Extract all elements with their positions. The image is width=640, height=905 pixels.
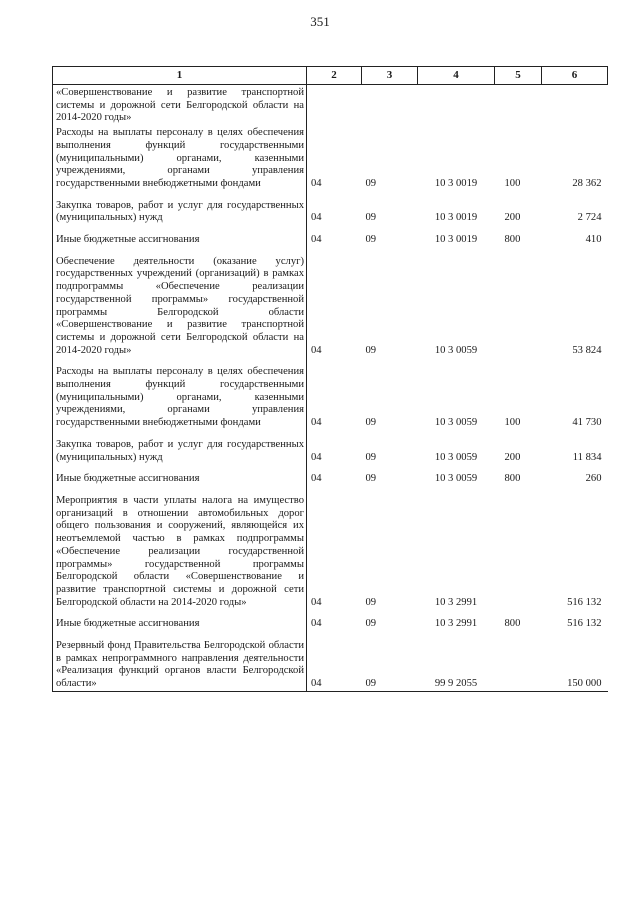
row-name: Расходы на выплаты персоналу в целях обеспечения выполнения функций государственными (муниципальными) органами, казенными учреждениями, органами управления государственными внебюджетными фондами [53,125,307,191]
table-row [53,125,608,191]
row-name: Иные бюджетные ассигнования [53,609,307,631]
row-section: 04 [311,618,322,630]
header-col-2: 2 [307,67,362,85]
table-row [53,191,608,225]
row-target-article: 10 3 0019 [434,177,478,189]
page-number: 351 [310,14,330,29]
row-amount: 53 824 [572,344,602,356]
row-section: 04 [311,473,322,485]
header-row [53,67,608,85]
row-name: Иные бюджетные ассигнования [53,225,307,247]
row-amount: 11 834 [572,451,602,463]
row-expense-type: 800 [504,618,521,630]
table-row [53,430,608,464]
table-row [53,247,608,358]
header-col-6: 6 [542,67,608,85]
row-subsection: 09 [365,234,377,246]
row-expense-type [495,486,542,609]
row-expense-type: 200 [504,451,521,463]
header-col-1: 1 [53,67,307,85]
table-row [53,486,608,609]
row-subsection: 09 [365,212,377,224]
header-col-5: 5 [495,67,542,85]
row-target-article: 10 3 0059 [434,417,478,429]
continuation-text: «Совершенствование и развитие транспортной системы и дорожной сети Белгородской области на 2014-2020 годы» [53,85,307,126]
row-target-article: 10 3 2991 [434,596,478,608]
row-name: Резервный фонд Правительства Белгородской области в рамках непрограммного направления деятельности «Реализация функций органов власти Белгородской области» [53,631,307,691]
row-section: 04 [307,631,362,691]
row-section: 04 [311,344,322,356]
row-section: 04 [311,234,322,246]
row-section: 04 [311,212,322,224]
row-expense-type: 800 [504,473,521,485]
row-name: Обеспечение деятельности (оказание услуг) государственных учреждений (организаций) в рамках подпрограммы «Обеспечение реализации государственной программы» государственной программы Белгородской области «Совершенствование и развитие транспортной системы и дорожной сети Белгородской области на 2014-2020 годы» [53,247,307,358]
row-target-article: 10 3 0059 [434,344,478,356]
table-body [53,85,608,692]
row-expense-type [495,247,542,358]
row-name: Иные бюджетные ассигнования [53,464,307,486]
row-name: Мероприятия в части уплаты налога на имущество организаций в отношении автомобильных дорог общего пользования и сооружений, являющейся их неотъемлемой частью в рамках подпрограммы «Обеспечение реализации государственной программы» государственной программы Белгородской области «Совершенствование и развитие транспортной системы и дорожной сети Белгородской области на 2014-2020 годы» [53,486,307,609]
row-subsection: 09 [365,177,377,189]
row-name: Закупка товаров, работ и услуг для государственных (муниципальных) нужд [53,191,307,225]
row-section: 04 [311,177,322,189]
row-expense-type: 100 [504,417,521,429]
row-expense-type [495,631,542,691]
row-target-article: 10 3 0019 [434,234,478,246]
table-row [53,357,608,430]
row-section: 04 [311,451,322,463]
row-subsection: 09 [365,344,377,356]
row-subsection: 09 [365,417,377,429]
row-subsection: 09 [362,631,418,691]
row-target-article: 10 3 0059 [434,451,478,463]
row-section: 04 [311,417,322,429]
row-subsection: 09 [365,596,377,608]
row-target-article: 10 3 0059 [434,473,478,485]
row-expense-type: 800 [504,234,521,246]
row-name: Закупка товаров, работ и услуг для государственных (муниципальных) нужд [53,430,307,464]
row-amount: 28 362 [572,177,602,189]
table-row [53,464,608,486]
row-target-article: 10 3 2991 [434,618,478,630]
table-row [53,631,608,691]
table-row [53,225,608,247]
row-expense-type: 200 [504,212,521,224]
row-amount: 41 730 [572,417,602,429]
row-name: Расходы на выплаты персоналу в целях обеспечения выполнения функций государственными (муниципальными) органами, казенными учреждениями, органами управления государственными внебюджетными фондами [53,357,307,430]
header-col-3: 3 [362,67,418,85]
row-subsection: 09 [365,473,377,485]
row-amount: 410 [585,234,602,246]
row-amount: 260 [585,473,602,485]
row-subsection: 09 [365,451,377,463]
row-amount: 150 000 [542,631,608,691]
row-expense-type: 100 [504,177,521,189]
budget-table [52,66,608,692]
continuation-row [53,85,608,126]
row-subsection: 09 [365,618,377,630]
row-amount: 516 132 [567,596,602,608]
row-amount: 2 724 [577,212,602,224]
header-col-4: 4 [418,67,495,85]
row-target-article: 99 9 2055 [418,631,495,691]
table-row [53,609,608,631]
row-amount: 516 132 [567,618,602,630]
row-target-article: 10 3 0019 [434,212,478,224]
row-section: 04 [311,596,322,608]
